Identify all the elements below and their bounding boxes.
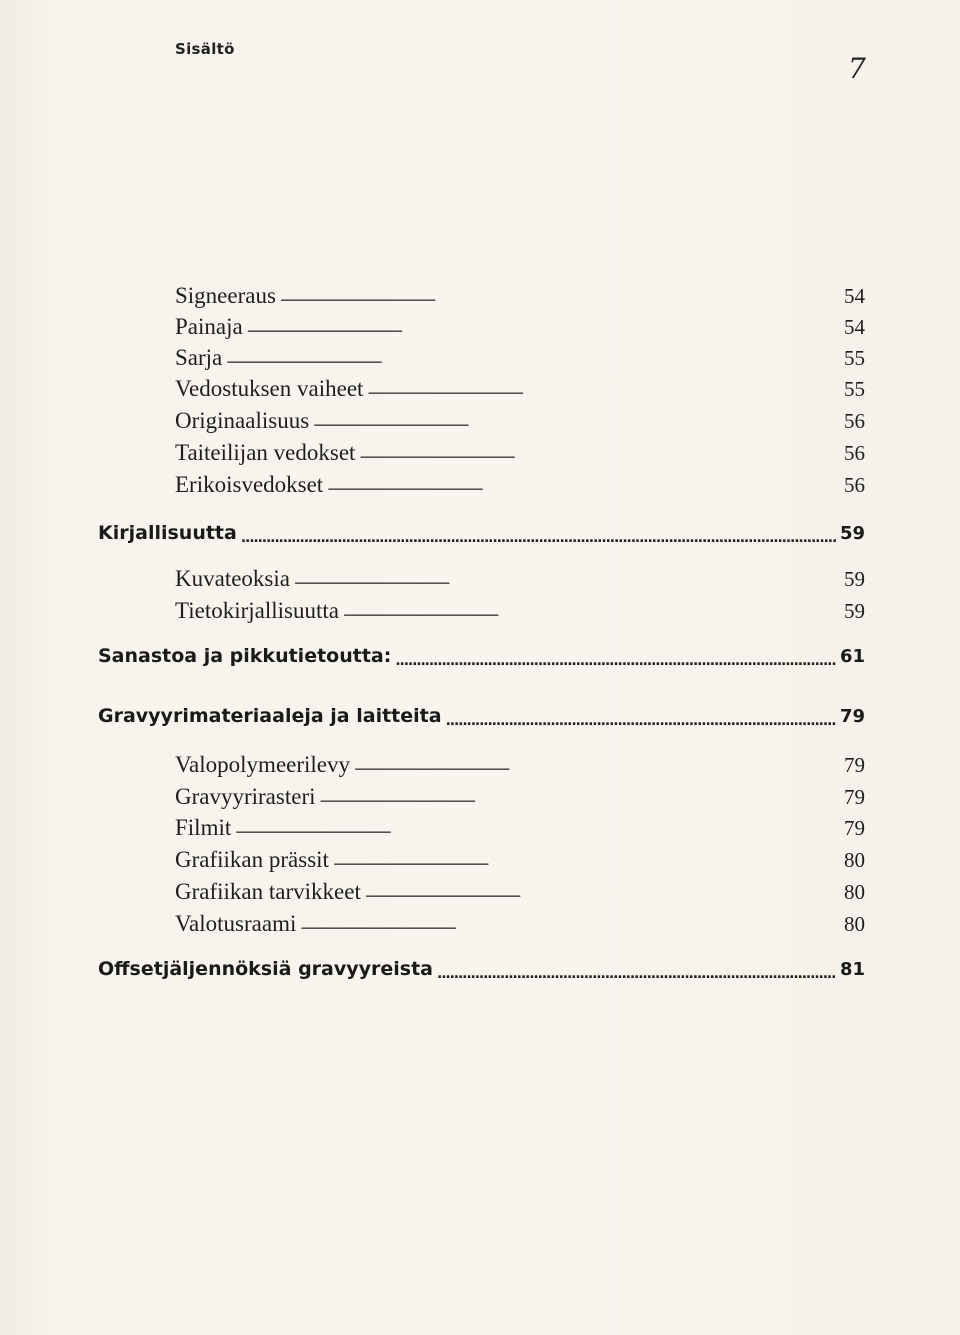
toc-entry-page: 59 — [844, 567, 865, 591]
toc-entry-page: 80 — [844, 880, 865, 904]
toc-section-title: Kirjallisuutta — [98, 522, 237, 544]
dot-leader — [226, 352, 839, 368]
dot-leader — [320, 791, 840, 807]
toc-entry-page: 56 — [844, 409, 865, 433]
dot-leader — [437, 966, 836, 982]
toc-entry-erikoisvedokset — [175, 472, 865, 502]
toc-entry-page: 55 — [844, 377, 865, 401]
toc-entry-page: 59 — [844, 599, 865, 623]
toc-entry-page: 79 — [844, 753, 865, 777]
toc-entry-title: Filmit — [175, 815, 232, 840]
toc-entry-title: Gravyyrirasteri — [175, 784, 316, 809]
dot-leader — [294, 573, 839, 589]
toc-entry-title: Kuvateoksia — [175, 566, 290, 591]
dot-leader — [247, 321, 839, 337]
toc-section-gravyyrimateriaaleja — [98, 705, 865, 735]
toc-section-page: 81 — [839, 959, 865, 980]
toc-entry-title: Valotusraami — [175, 911, 297, 936]
toc-entry-filmit — [175, 815, 865, 845]
toc-entry-title: Tietokirjallisuutta — [175, 598, 339, 623]
dot-leader — [327, 479, 839, 495]
toc-entry-title: Painaja — [175, 314, 243, 339]
toc-entry-page: 79 — [844, 816, 865, 840]
toc-section-page: 79 — [839, 706, 865, 727]
toc-entry-kuvateoksia — [175, 566, 865, 596]
toc-entry-taiteilijan-vedokset — [175, 440, 865, 470]
toc-section-sanastoa — [98, 645, 865, 675]
toc-entry-grafiikan-prassit — [175, 847, 865, 877]
toc-entry-painaja — [175, 314, 865, 344]
toc-entry-title: Grafiikan tarvikkeet — [175, 879, 361, 904]
toc-section-title: Offsetjäljennöksiä gravyyreista — [98, 958, 433, 980]
dot-leader — [235, 822, 839, 838]
toc-entry-title: Originaalisuus — [175, 408, 310, 433]
toc-section-offsetjaljennoksia — [98, 958, 865, 988]
toc-section-title: Sanastoa ja pikkutietoutta: — [98, 645, 392, 667]
toc-entry-page: 54 — [844, 315, 865, 339]
toc-entry-page: 80 — [844, 912, 865, 936]
toc-section-page: 61 — [839, 646, 865, 667]
dot-leader — [354, 759, 839, 775]
toc-entry-grafiikan-tarvikkeet — [175, 879, 865, 909]
dot-leader — [313, 415, 839, 431]
toc-entry-page: 56 — [844, 441, 865, 465]
dot-leader — [300, 918, 839, 934]
toc-entry-title: Taiteilijan vedokset — [175, 440, 356, 465]
toc-entry-page: 54 — [844, 284, 865, 308]
dot-leader — [333, 854, 839, 870]
toc-entry-sarja — [175, 345, 865, 375]
dot-leader — [395, 653, 836, 669]
dot-leader — [241, 530, 836, 546]
toc-entry-vedostuksen-vaiheet — [175, 376, 865, 406]
dot-leader — [359, 447, 839, 463]
dot-leader — [343, 605, 839, 621]
toc-entry-gravyyrirasteri — [175, 784, 865, 814]
toc-entry-title: Valopolymeerilevy — [175, 752, 351, 777]
toc-entry-valotusraami — [175, 911, 865, 941]
toc-entry-tietokirjallisuutta — [175, 598, 865, 628]
toc-section-page: 59 — [839, 523, 865, 544]
toc-entry-page: 55 — [844, 346, 865, 370]
toc-entry-title: Erikoisvedokset — [175, 472, 324, 497]
toc-entry-page: 56 — [844, 473, 865, 497]
toc-section-kirjallisuutta — [98, 522, 865, 552]
dot-leader — [365, 886, 839, 902]
toc-entry-title: Vedostuksen vaiheet — [175, 376, 364, 401]
toc-entry-title: Grafiikan prässit — [175, 847, 329, 872]
toc-entry-page: 79 — [844, 785, 865, 809]
toc-entry-title: Signeeraus — [175, 283, 276, 308]
toc-entry-title: Sarja — [175, 345, 223, 370]
page-number: 7 — [848, 52, 866, 85]
toc-entry-originaalisuus — [175, 408, 865, 438]
dot-leader — [367, 383, 839, 399]
dot-leader — [446, 713, 836, 729]
toc-entry-signeeraus — [175, 283, 865, 313]
toc-section-title: Gravyyrimateriaaleja ja laitteita — [98, 705, 442, 727]
dot-leader — [280, 290, 839, 306]
toc-entry-valopolymeerilevy — [175, 752, 865, 782]
running-head: Sisältö — [175, 40, 235, 58]
toc-entry-page: 80 — [844, 848, 865, 872]
